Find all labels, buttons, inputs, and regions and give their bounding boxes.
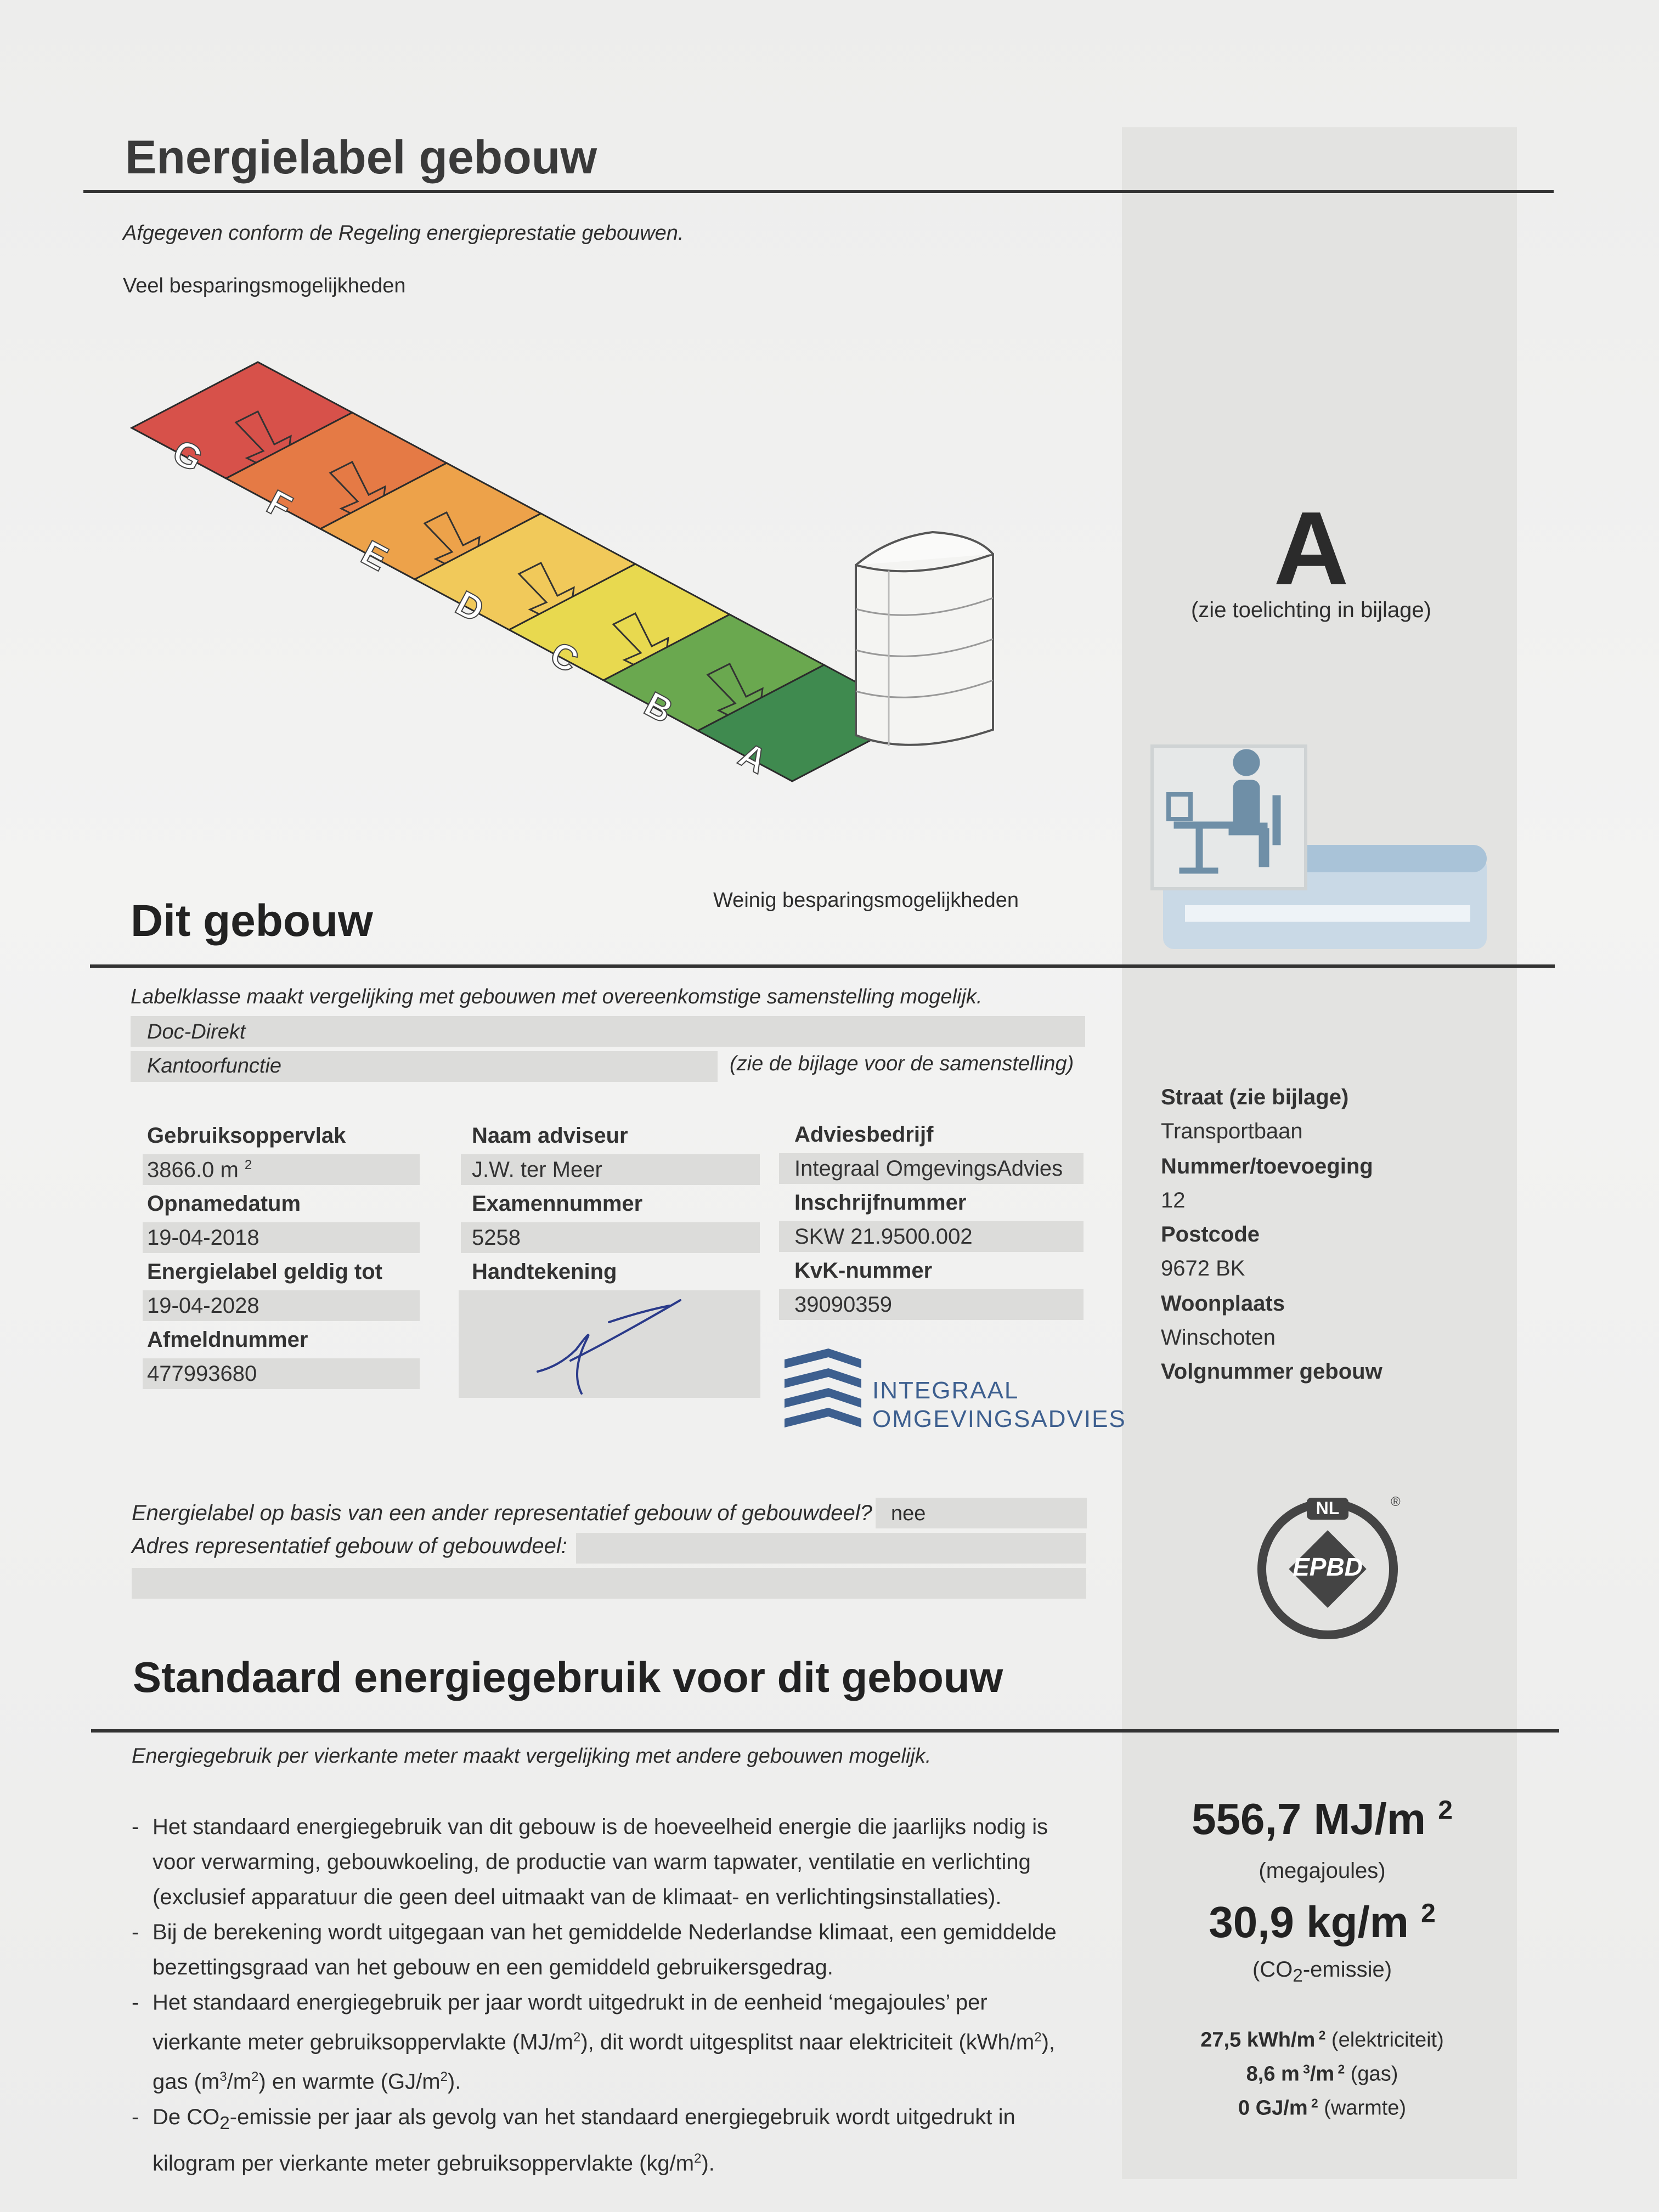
svg-text:®: ® (1391, 1494, 1401, 1509)
date-label: Opnamedatum (147, 1192, 301, 1216)
registration-label: Afmeldnummer (147, 1328, 308, 1352)
city-label: Woonplaats (1161, 1291, 1285, 1316)
divider (90, 964, 1555, 968)
kvk-label: KvK-nummer (794, 1259, 933, 1283)
list-item: - Het standaard energiegebruik van dit gebouw is de hoeveelheid energie die jaarlijks nodig is voor verwarming, gebouwkoeling, de productie van warm tapwater, ventilatie en verlichting (exclusief apparatuur die geen deel uitmaakt van de klimaat- en verlichtingsinstallaties). (132, 1809, 1075, 1915)
subtitle: Afgegeven conform de Regeling energieprestatie gebouwen. (123, 222, 684, 245)
registration-value: 477993680 (147, 1362, 257, 1386)
field-bg (131, 1016, 1085, 1047)
page-title: Energielabel gebouw (125, 131, 597, 184)
valid-until-value: 19-04-2028 (147, 1294, 259, 1318)
label-band-letter: A (732, 734, 774, 782)
representative-answer: nee (891, 1502, 926, 1525)
area-label: Gebruiksoppervlak (147, 1124, 346, 1148)
divider (91, 1729, 1559, 1733)
company-logo-text-2: OMGEVINGSADVIES (872, 1406, 1126, 1432)
scale-top-text: Veel besparingsmogelijkheden (123, 274, 406, 297)
exam-label: Examennummer (472, 1192, 643, 1216)
co2-value: 30,9 kg/m $^2$ (1209, 1898, 1436, 1946)
valid-until-label: Energielabel geldig tot (147, 1260, 382, 1284)
building-heading: Dit gebouw (131, 896, 373, 946)
label-class-note: (zie toelichting in bijlage) (1190, 598, 1431, 622)
area-value: 3866.0 m $^2$ (147, 1158, 252, 1182)
gas-value: 8,6 m $^3$/m $^2$ (gas) (1246, 2062, 1398, 2086)
postcode-value: 9672 BK (1161, 1256, 1245, 1280)
exam-value: 5258 (472, 1226, 521, 1250)
mj-unit: (megajoules) (1259, 1859, 1386, 1883)
list-item: - De $CO_2$-emissie per jaar als gevolg van het standaard energiegebruik wordt uitgedrukt in kilogram per vierkante meter gebruiksoppervlakte $(kg/m^2)$. (132, 2100, 1075, 2181)
heat-value: 0 GJ/m $^2$ (warmte) (1238, 2096, 1407, 2120)
list-item: - Het standaard energiegebruik per jaar wordt uitgedrukt in de eenheid ‘megajoules’ per vierkante meter gebruiksoppervlakte $(MJ/m^2)$, dit wordt uitgesplitst naar elektriciteit $(kWh/m^2)$, gas $(m^3/m^2)$ en warmte $(GJ/m^2)$. (132, 1985, 1075, 2100)
divider (83, 190, 1554, 193)
mj-value: 556,7 MJ/m $^2$ (1192, 1795, 1453, 1843)
city-value: Winschoten (1161, 1325, 1276, 1350)
label-band-letter: C (544, 633, 585, 681)
office-worker-illustration (1141, 741, 1492, 971)
representative-address-label: Adres representatief gebouw of gebouwdeel: (132, 1534, 567, 1558)
building-function-note: (zie de bijlage voor de samenstelling) (730, 1052, 1074, 1075)
svg-text:NL: NL (1316, 1498, 1340, 1518)
advisor-label: Naam adviseur (472, 1124, 628, 1148)
label-band-letter: G (166, 431, 210, 479)
svg-text:EPBD: EPBD (1293, 1553, 1363, 1581)
number-label: Nummer/toevoeging (1161, 1154, 1373, 1178)
number-value: 12 (1161, 1188, 1186, 1212)
list-item: - Bij de berekening wordt uitgegaan van het gemiddelde Nederlandse klimaat, een gemiddelde bezettingsgraad van het gebouw en een gemiddeld gebruikersgedrag. (132, 1915, 1075, 1985)
scale-bottom-text: Weinig besparingsmogelijkheden (713, 889, 1019, 912)
registration-no-label: Inschrijfnummer (794, 1190, 967, 1215)
postcode-label: Postcode (1161, 1222, 1260, 1246)
company-label: Adviesbedrijf (794, 1122, 934, 1147)
epbd-logo (1245, 1481, 1415, 1651)
label-band-letter: E (355, 532, 394, 579)
registration-no-value: SKW 21.9500.002 (794, 1224, 973, 1249)
kvk-value: 39090359 (794, 1293, 892, 1317)
energy-heading: Standaard energiegebruik voor dit gebouw (133, 1653, 1003, 1701)
elec-value: 27,5 kWh/m $^2$ (elektriciteit) (1200, 2028, 1444, 2052)
label-band-letter: F (261, 482, 298, 527)
field-bg (576, 1533, 1086, 1564)
date-value: 19-04-2018 (147, 1226, 259, 1250)
office-building-icon (856, 532, 993, 746)
street-label: Straat (zie bijlage) (1161, 1085, 1349, 1109)
company-logo-text-1: INTEGRAAL (872, 1377, 1019, 1404)
building-name: Doc-Direkt (147, 1020, 246, 1043)
energy-intro: Energiegebruik per vierkante meter maakt vergelijking met andere gebouwen mogelijk. (132, 1745, 932, 1768)
representative-question: Energielabel op basis van een ander representatief gebouw of gebouwdeel? (132, 1501, 872, 1525)
label-band-letter: D (449, 583, 491, 630)
street-value: Transportbaan (1161, 1119, 1303, 1143)
company-value: Integraal OmgevingsAdvies (794, 1156, 1063, 1181)
sequence-label: Volgnummer gebouw (1161, 1359, 1383, 1384)
advisor-value: J.W. ter Meer (472, 1158, 602, 1182)
field-bg (132, 1568, 1086, 1599)
co2-unit: $(CO_2-emissie)$ (1252, 1957, 1392, 1986)
company-logo-icon (779, 1348, 867, 1436)
energy-explanation-list (132, 1809, 1075, 2181)
building-intro: Labelklasse maakt vergelijking met gebouwen met overeenkomstige samenstelling mogelijk. (131, 985, 983, 1008)
label-class-result: A (1273, 490, 1349, 607)
label-band-letter: B (638, 684, 680, 731)
building-function: Kantoorfunctie (147, 1054, 282, 1077)
energy-label-scale (121, 351, 1097, 878)
signature-image (527, 1289, 691, 1399)
signature-label: Handtekening (472, 1260, 617, 1284)
